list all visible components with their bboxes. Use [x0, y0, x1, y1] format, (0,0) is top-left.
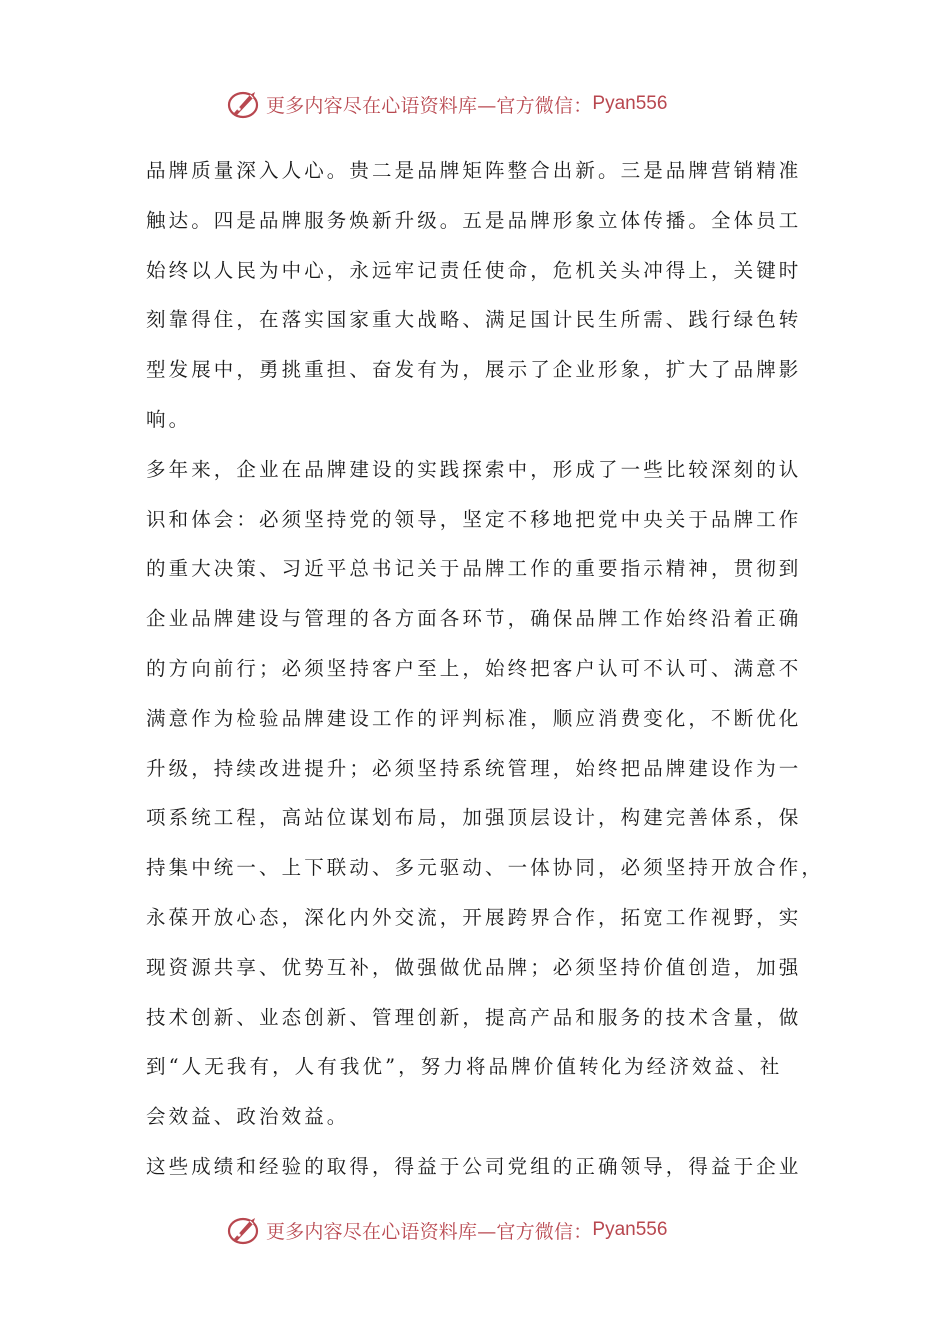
footer-banner-text: 更多内容尽在心语资料库—官方微信： [266, 1220, 593, 1243]
text-line: 企业品牌建设与管理的各方面各环节，确保品牌工作始终沿着正确 [146, 607, 802, 631]
text-line: 型发展中，勇挑重担、奋发有为，展示了企业形象，扩大了品牌影 [146, 358, 802, 382]
text-line: 技术创新、业态创新、管理创新，提高产品和服务的技术含量，做 [146, 1005, 802, 1029]
text-line: 持集中统一、上下联动、多元驱动、一体协同，必须坚持开放合作， [146, 856, 825, 880]
document-body [146, 146, 825, 1192]
text-line: 的重大决策、习近平总书记关于品牌工作的重要指示精神，贯彻到 [146, 557, 802, 581]
header-banner [226, 84, 746, 124]
text-line: 的方向前行；必须坚持客户至上，始终把客户认可不认可、满意不 [146, 656, 802, 680]
text-line: 升级，持续改进提升；必须坚持系统管理，始终把品牌建设作为一 [146, 756, 802, 780]
text-line: 品牌质量深入人心。贵二是品牌矩阵整合出新。三是品牌营销精准 [146, 159, 802, 182]
header-wechat-id: Pyan556 [592, 93, 668, 114]
text-line: 始终以人民为中心，永远牢记责任使命，危机关头冲得上，关键时 [146, 258, 802, 282]
text-line: 会效益、政治效益。 [146, 1105, 350, 1129]
text-line: 触达。四是品牌服务焕新升级。五是品牌形象立体传播。全体员工 [146, 208, 802, 232]
text-line: 永葆开放心态，深化内外交流，开展跨界合作，拓宽工作视野，实 [146, 905, 802, 929]
text-line: 刻靠得住，在落实国家重大战略、满足国计民生所需、践行绿色转 [146, 308, 802, 332]
pen-nib-logo-icon [226, 1212, 262, 1248]
header-banner-text: 更多内容尽在心语资料库—官方微信： [266, 94, 593, 117]
text-line: 现资源共享、优势互补，做强做优品牌；必须坚持价值创造，加强 [146, 955, 802, 979]
text-line: 多年来，企业在品牌建设的实践探索中，形成了一些比较深刻的认 [146, 457, 802, 481]
text-line: 项系统工程，高站位谋划布局，加强顶层设计，构建完善体系，保 [146, 806, 802, 830]
text-line: 响。 [146, 407, 192, 431]
pen-nib-logo-icon [226, 86, 262, 122]
text-line: 这些成绩和经验的取得，得益于公司党组的正确领导，得益于企业 [146, 1154, 802, 1178]
text-line: 到“人无我有，人有我优”，努力将品牌价值转化为经济效益、社 [146, 1055, 783, 1079]
footer-banner [226, 1210, 746, 1250]
footer-wechat-id: Pyan556 [592, 1219, 668, 1240]
text-line: 满意作为检验品牌建设工作的评判标准，顺应消费变化，不断优化 [146, 706, 802, 730]
text-line: 识和体会：必须坚持党的领导，坚定不移地把党中央关于品牌工作 [146, 507, 802, 531]
